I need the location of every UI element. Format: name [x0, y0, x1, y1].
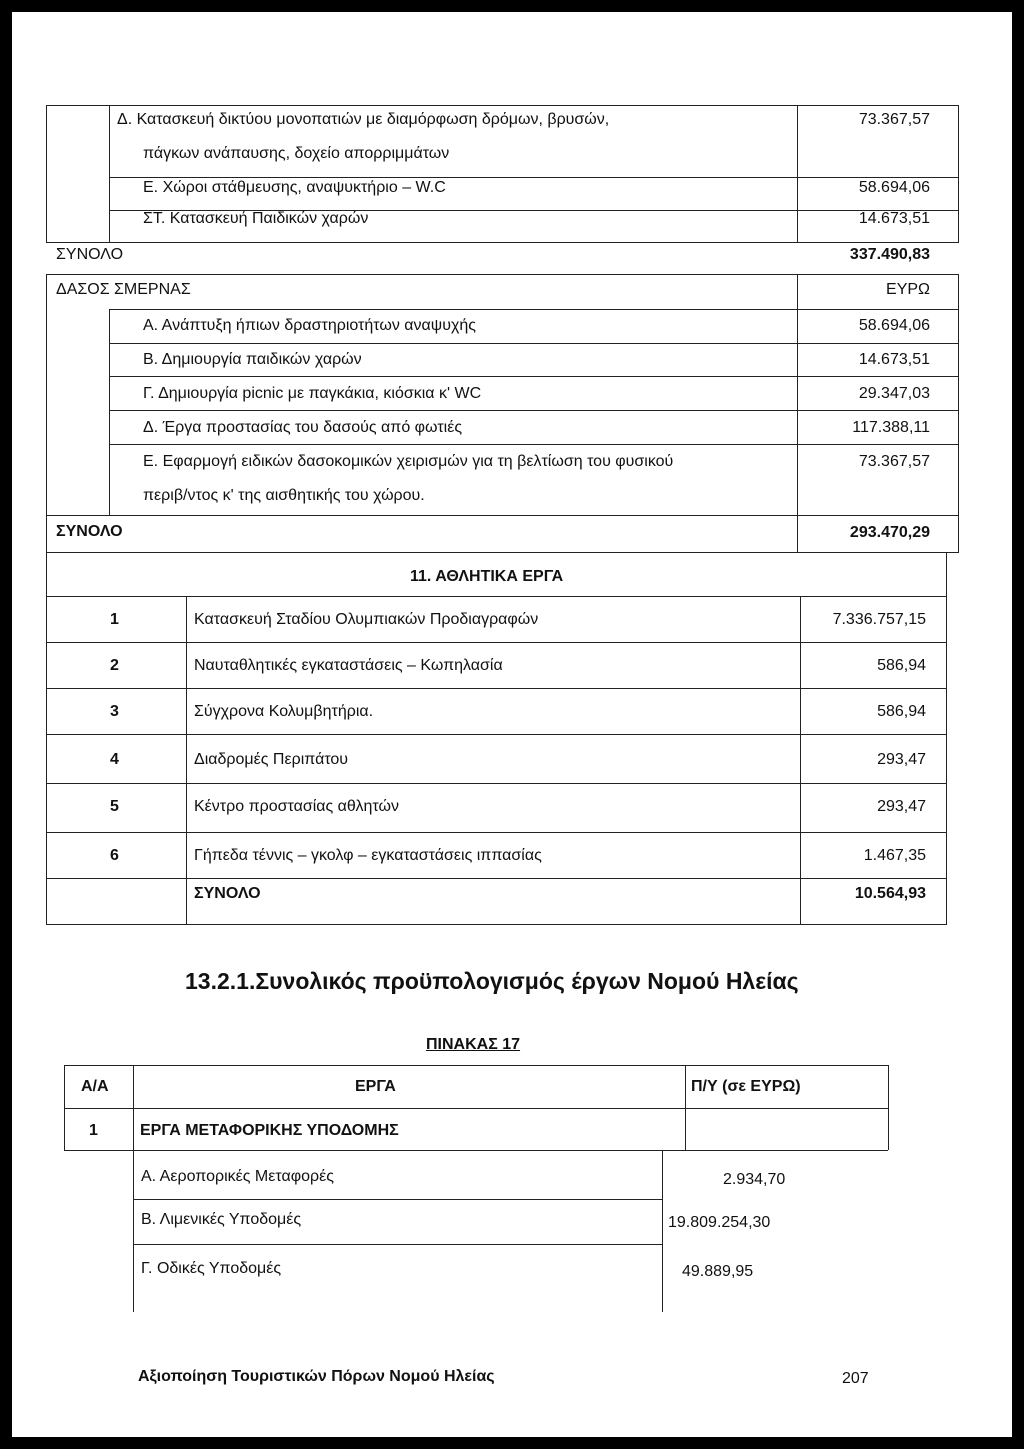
table-row-value: 117.388,11: [852, 419, 930, 436]
column-header-works: ΕΡΓΑ: [355, 1078, 396, 1095]
table-title: 11. ΑΘΛΗΤΙΚΑ ΕΡΓΑ: [410, 568, 564, 585]
table-row-label: Κατασκευή Σταδίου Ολυμπιακών Προδιαγραφών: [194, 611, 539, 628]
table-row-value: 586,94: [877, 657, 926, 674]
table-row-label: Α. Ανάπτυξη ήπιων δραστηριοτήτων αναψυχής: [143, 317, 476, 334]
row-number: 4: [110, 751, 119, 768]
table-row-value: 73.367,57: [858, 111, 930, 128]
row-number: 3: [110, 703, 119, 720]
table-row-label: Β. Λιμενικές Υποδομές: [141, 1211, 302, 1228]
table-row-label-cont: περιβ/ντος κ' της αισθητικής του χώρου.: [143, 487, 425, 504]
total-value: 293.470,29: [849, 524, 930, 541]
table-row-label: Διαδρομές Περιπάτου: [194, 751, 349, 768]
row-number: 2: [110, 657, 119, 674]
table-row-value: 7.336.757,15: [832, 611, 926, 628]
table-row-label: Γήπεδα τέννις – γκολφ – εγκαταστάσεις ιππασίας: [194, 847, 542, 864]
total-label: ΣΥΝΟΛΟ: [194, 885, 261, 902]
row-number: 6: [110, 847, 119, 864]
table-row-label: Κέντρο προστασίας αθλητών: [194, 798, 399, 815]
column-header-budget: Π/Υ (σε ΕΥΡΩ): [691, 1078, 801, 1095]
table-row-label: Ναυταθλητικές εγκαταστάσεις – Κωπηλασία: [194, 657, 503, 674]
total-value: 10.564,93: [854, 885, 926, 902]
table-row-label: Γ. Οδικές Υποδομές: [141, 1260, 282, 1277]
table-caption: ΠΙΝΑΚΑΣ 17: [426, 1036, 521, 1053]
table-row-value: 29.347,03: [858, 385, 930, 402]
row-number: 5: [110, 798, 119, 815]
total-label: ΣΥΝΟΛΟ: [56, 246, 124, 263]
table-row-value: 73.367,57: [858, 453, 930, 470]
column-header-number: Α/Α: [81, 1078, 109, 1095]
document-page: [12, 12, 1012, 1437]
table-row-value: 293,47: [877, 798, 926, 815]
table-row-label: Β. Δημιουργία παιδικών χαρών: [143, 351, 362, 368]
total-label: ΣΥΝΟΛΟ: [56, 523, 123, 540]
table-row-value: 58.694,06: [858, 317, 930, 334]
page-number: 207: [842, 1370, 869, 1387]
total-value: 337.490,83: [849, 246, 930, 263]
table-row-label: Δ. Έργα προστασίας του δασούς από φωτιές: [143, 419, 463, 436]
table-row-value: 58.694,06: [858, 179, 930, 196]
section-heading: 13.2.1.Συνολικός προϋπολογισμός έργων Νομού Ηλείας: [185, 968, 799, 994]
table-row-label: Σύγχρονα Κολυμβητήρια.: [194, 703, 374, 720]
footer-title: Αξιοποίηση Τουριστικών Πόρων Νομού Ηλείας: [138, 1368, 495, 1385]
table-row-label: Δ. Κατασκευή δικτύου μονοπατιών με διαμόρφωση δρόμων, βρυσών,: [117, 111, 610, 128]
table-row-value: 14.673,51: [858, 351, 930, 368]
row-number: 1: [89, 1122, 98, 1139]
table-row-label: Ε. Χώροι στάθμευσης, αναψυκτήριο – W.C: [143, 179, 446, 196]
unit-label: ΕΥΡΩ: [886, 281, 930, 298]
table-row-label: Γ. Δημιουργία picnic με παγκάκια, κιόσκια κ' WC: [143, 385, 482, 402]
row-number: 1: [110, 611, 119, 628]
table-row-value: 293,47: [877, 751, 926, 768]
table-row-label: ΣΤ. Κατασκευή Παιδικών χαρών: [143, 210, 369, 227]
table-row-value: 2.934,70: [723, 1171, 786, 1188]
table-row-value: 1.467,35: [863, 847, 926, 864]
table-row-value: 586,94: [877, 703, 926, 720]
table-row-label: Ε. Εφαρμογή ειδικών δασοκομικών χειρισμών για τη βελτίωση του φυσικού: [143, 453, 674, 470]
category-label: ΕΡΓΑ ΜΕΤΑΦΟΡΙΚΗΣ ΥΠΟΔΟΜΗΣ: [140, 1122, 399, 1139]
table-row-label: Α. Αεροπορικές Μεταφορές: [141, 1168, 334, 1185]
table-row-value: 14.673,51: [858, 210, 930, 227]
table-row-value: 49.889,95: [682, 1263, 754, 1280]
table-row-label-cont: πάγκων ανάπαυσης, δοχείο απορριμμάτων: [143, 145, 450, 162]
table-row-value: 19.809.254,30: [668, 1214, 771, 1231]
table-title: ΔΑΣΟΣ ΣΜΕΡΝΑΣ: [56, 281, 191, 298]
